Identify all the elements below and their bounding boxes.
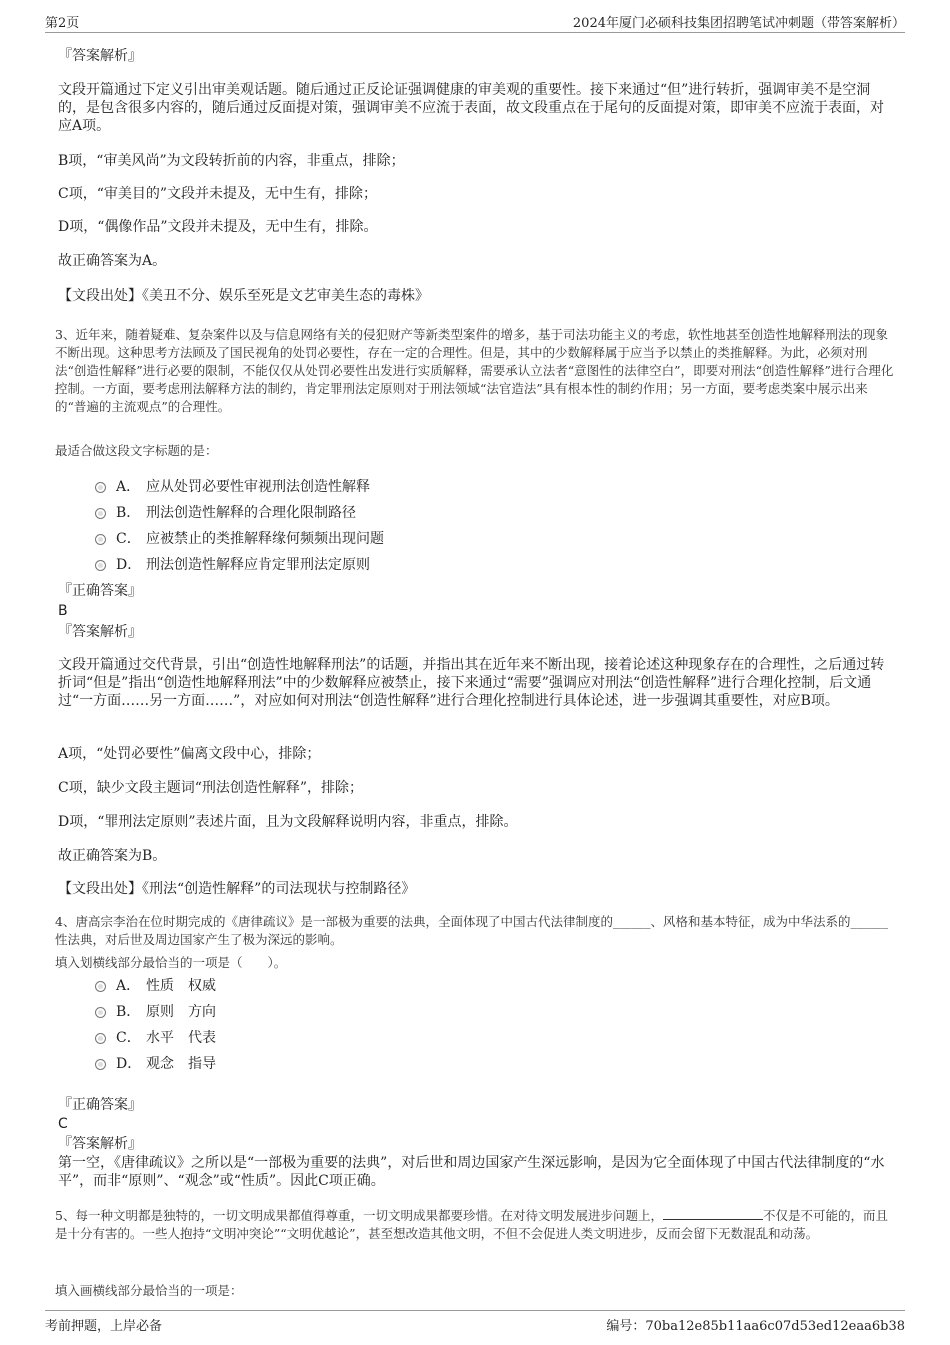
q2-analysis-label: 『答案解析』 (58, 48, 142, 64)
q3-answer: B (58, 603, 68, 619)
q3-option-a[interactable]: A． 应从处罚必要性审视刑法创造性解释 (95, 478, 370, 496)
q4-blank-1: ______ (612, 914, 651, 929)
q3-option-d[interactable]: D． 刑法创造性解释应肯定罪刑法定原则 (95, 556, 370, 574)
q4-option-a[interactable]: A． 性质 权威 (95, 977, 216, 995)
q4-question: 4、唐高宗李治在位时期完成的《唐律疏议》是一部极为重要的法典，全面体现了中国古代法律制度的______、风格和基本特征，成为中华法系的______性法典，对后世及周边国家产生了极为深远的影响。 (55, 914, 888, 947)
q3-option-a-note: A项，“处罚必要性”偏离文段中心，排除； (58, 746, 321, 762)
radio-icon[interactable] (95, 981, 106, 992)
document-title: 2024年厦门必硕科技集团招聘笔试冲刺题（带答案解析） (572, 16, 905, 31)
q5-blank (663, 1207, 763, 1220)
q4-analysis-text: 第一空，《唐律疏议》之所以是“一部极为重要的法典”，对后世和周边国家产生深远影响，是因为它全面体现了中国古代法律制度的“水平”，而非“原则”、“观念”或“性质”。因此C项正确。 (58, 1155, 885, 1189)
q3-source: 【文段出处】《刑法“创造性解释”的司法现状与控制路径》 (58, 881, 416, 897)
q3-analysis-label: 『答案解析』 (58, 624, 142, 640)
q3-analysis-text: 文段开篇通过交代背景，引出“创造性地解释刑法”的话题，并指出其在近年来不断出现，接着论述这种现象存在的合理性，之后通过转折词“但是”指出“创造性地解释刑法”中的少数解释应被禁止，接下来通过“需要”强调应对刑法“创造性解释”进行合理化控制，后文通过“一方面……另一方面……”，对应如何对刑法“创造性解释”进行合理化控制进行具体论述，进一步强调其重要性，对应B项。 (58, 657, 885, 709)
q3-answer-label: 『正确答案』 (58, 583, 142, 599)
q4-option-b[interactable]: B． 原则 方向 (95, 1003, 216, 1021)
q3-conclusion: 故正确答案为B。 (58, 848, 167, 864)
q2-option-d-note: D项，“偶像作品”文段并未提及，无中生有，排除。 (58, 219, 378, 235)
radio-icon[interactable] (95, 1059, 106, 1070)
q4-option-c[interactable]: C． 水平 代表 (95, 1029, 216, 1047)
q4-prompt: 填入划横线部分最恰当的一项是（ ）。 (55, 955, 287, 970)
q5-prompt: 填入画横线部分最恰当的一项是： (55, 1283, 243, 1298)
radio-icon[interactable] (95, 560, 106, 571)
page-number: 第2页 (45, 16, 80, 31)
q4-blank-2: ______ (850, 914, 888, 929)
q2-option-b-note: B项，“审美风尚”为文段转折前的内容，非重点，排除； (58, 153, 405, 169)
radio-icon[interactable] (95, 1007, 106, 1018)
page-header (45, 12, 905, 33)
document-code: 编号：70ba12e85b11aa6c07d53ed12eaa6b38 (606, 1319, 905, 1334)
q3-option-b[interactable]: B． 刑法创造性解释的合理化限制路径 (95, 504, 356, 522)
q2-option-c-note: C项，“审美目的”文段并未提及，无中生有，排除； (58, 186, 378, 202)
q3-option-d-note: D项，“罪刑法定原则”表述片面，且为文段解释说明内容，非重点，排除。 (58, 814, 518, 830)
q2-analysis-text: 文段开篇通过下定义引出审美观话题。随后通过正反论证强调健康的审美观的重要性。接下来通过“但”进行转折，强调审美不是空洞的，是包含很多内容的，随后通过反面提对策，强调审美不应流于表面，故文段重点在于尾句的反面提对策，即审美不应流于表面，对应A项。 (58, 82, 884, 134)
q3-question: 3、近年来，随着疑难、复杂案件以及与信息网络有关的侵犯财产等新类型案件的增多，基于司法功能主义的考虑，软性地甚至创造性地解释刑法的现象不断出现。这种思考方法顾及了国民视角的处罚必要性，存在一定的合理性。但是，其中的少数解释属于应当予以禁止的类推解释。为此，必须对刑法“创造性解释”进行必要的限制，不能仅仅从处罚必要性出发进行实质解释，需要承认立法者“意图性的法律空白”，即要对刑法“创造性解释”进行合理化控制。一方面，要考虑刑法解释方法的制约，肯定罪刑法定原则对于刑法领域“法官造法”具有根本性的制约作用；另一方面，要考虑类案中展示出来的“普遍的主流观点”的合理性。 (55, 327, 894, 414)
q2-source: 【文段出处】《美丑不分、娱乐至死是文艺审美生态的毒株》 (58, 288, 429, 304)
q3-option-c-note: C项，缺少文段主题词“刑法创造性解释”，排除； (58, 780, 364, 796)
radio-icon[interactable] (95, 1033, 106, 1044)
q4-analysis-label: 『答案解析』 (58, 1136, 142, 1152)
q4-answer-label: 『正确答案』 (58, 1097, 142, 1113)
q2-conclusion: 故正确答案为A。 (58, 253, 167, 269)
radio-icon[interactable] (95, 482, 106, 493)
q4-option-d[interactable]: D． 观念 指导 (95, 1055, 216, 1073)
radio-icon[interactable] (95, 508, 106, 519)
footer-slogan: 考前押题，上岸必备 (45, 1319, 163, 1334)
q3-prompt: 最适合做这段文字标题的是： (55, 443, 218, 458)
q4-answer: C (58, 1116, 68, 1132)
q3-option-c[interactable]: C． 应被禁止的类推解释缘何频频出现问题 (95, 530, 384, 548)
q5-question: 5、每一种文明都是独特的，一切文明成果都值得尊重，一切文明成果都要珍惜。在对待文明发展进步问题上， 不仅是不可能的，而且是十分有害的。一些人抱持“文明冲突论”“文明优越论”，甚至想改造其他文明，不但不会促进人类文明进步，反而会留下无数混乱和动荡。 (55, 1208, 888, 1241)
page-footer (45, 1310, 905, 1333)
radio-icon[interactable] (95, 534, 106, 545)
